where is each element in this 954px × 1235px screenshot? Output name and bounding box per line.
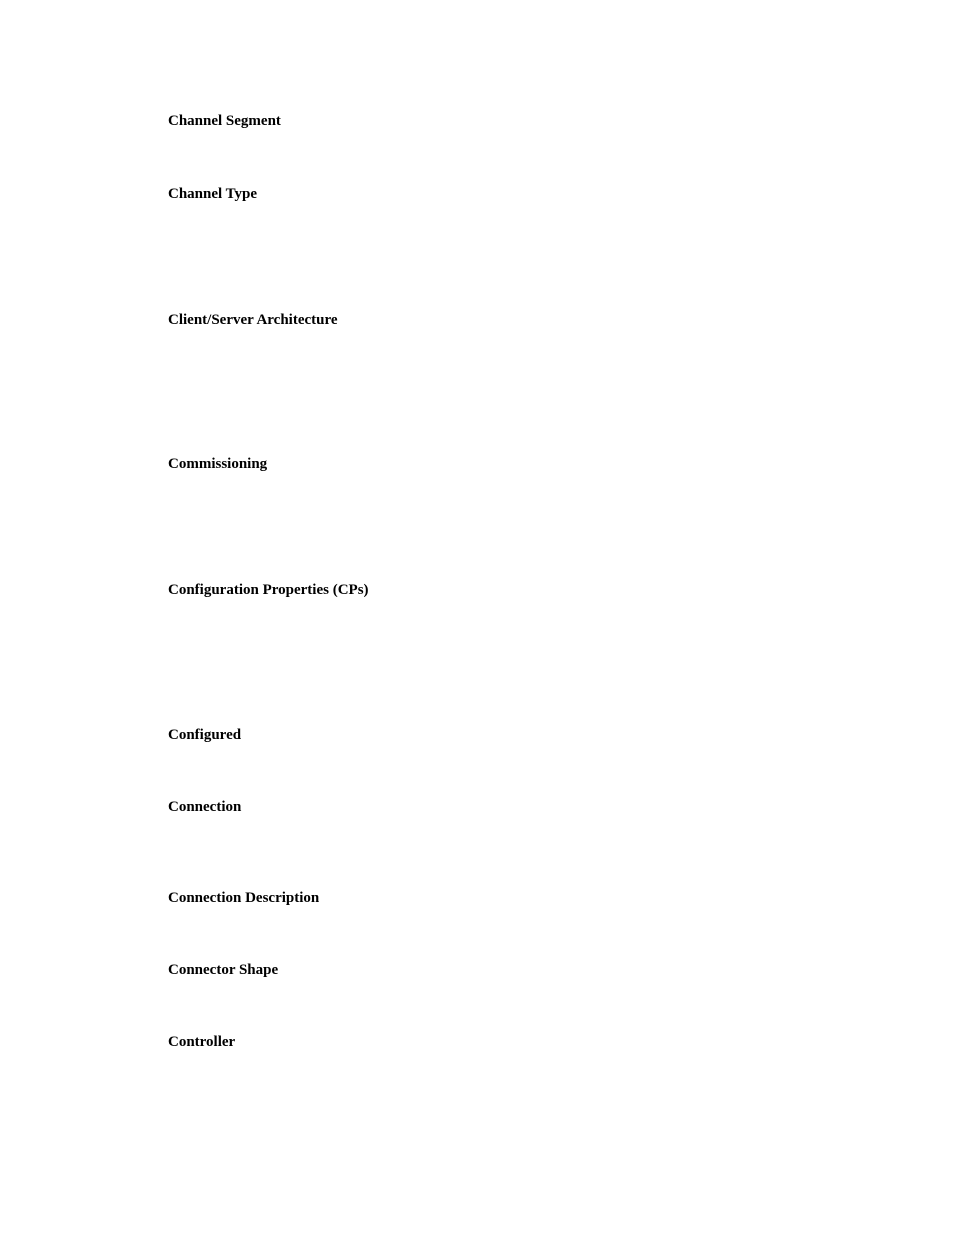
- glossary-term-connection: Connection: [168, 799, 242, 815]
- glossary-term-configured: Configured: [168, 727, 242, 743]
- glossary-term-channel-type: Channel Type: [168, 186, 258, 202]
- glossary-term-commissioning: Commissioning: [168, 456, 268, 472]
- glossary-term-connection-description: Connection Description: [168, 890, 320, 906]
- glossary-term-connector-shape: Connector Shape: [168, 962, 279, 978]
- glossary-term-configuration-properties: Configuration Properties (CPs): [168, 582, 369, 598]
- glossary-term-controller: Controller: [168, 1034, 236, 1050]
- glossary-term-client-server-architecture: Client/Server Architecture: [168, 312, 338, 328]
- glossary-term-channel-segment: Channel Segment: [168, 113, 281, 129]
